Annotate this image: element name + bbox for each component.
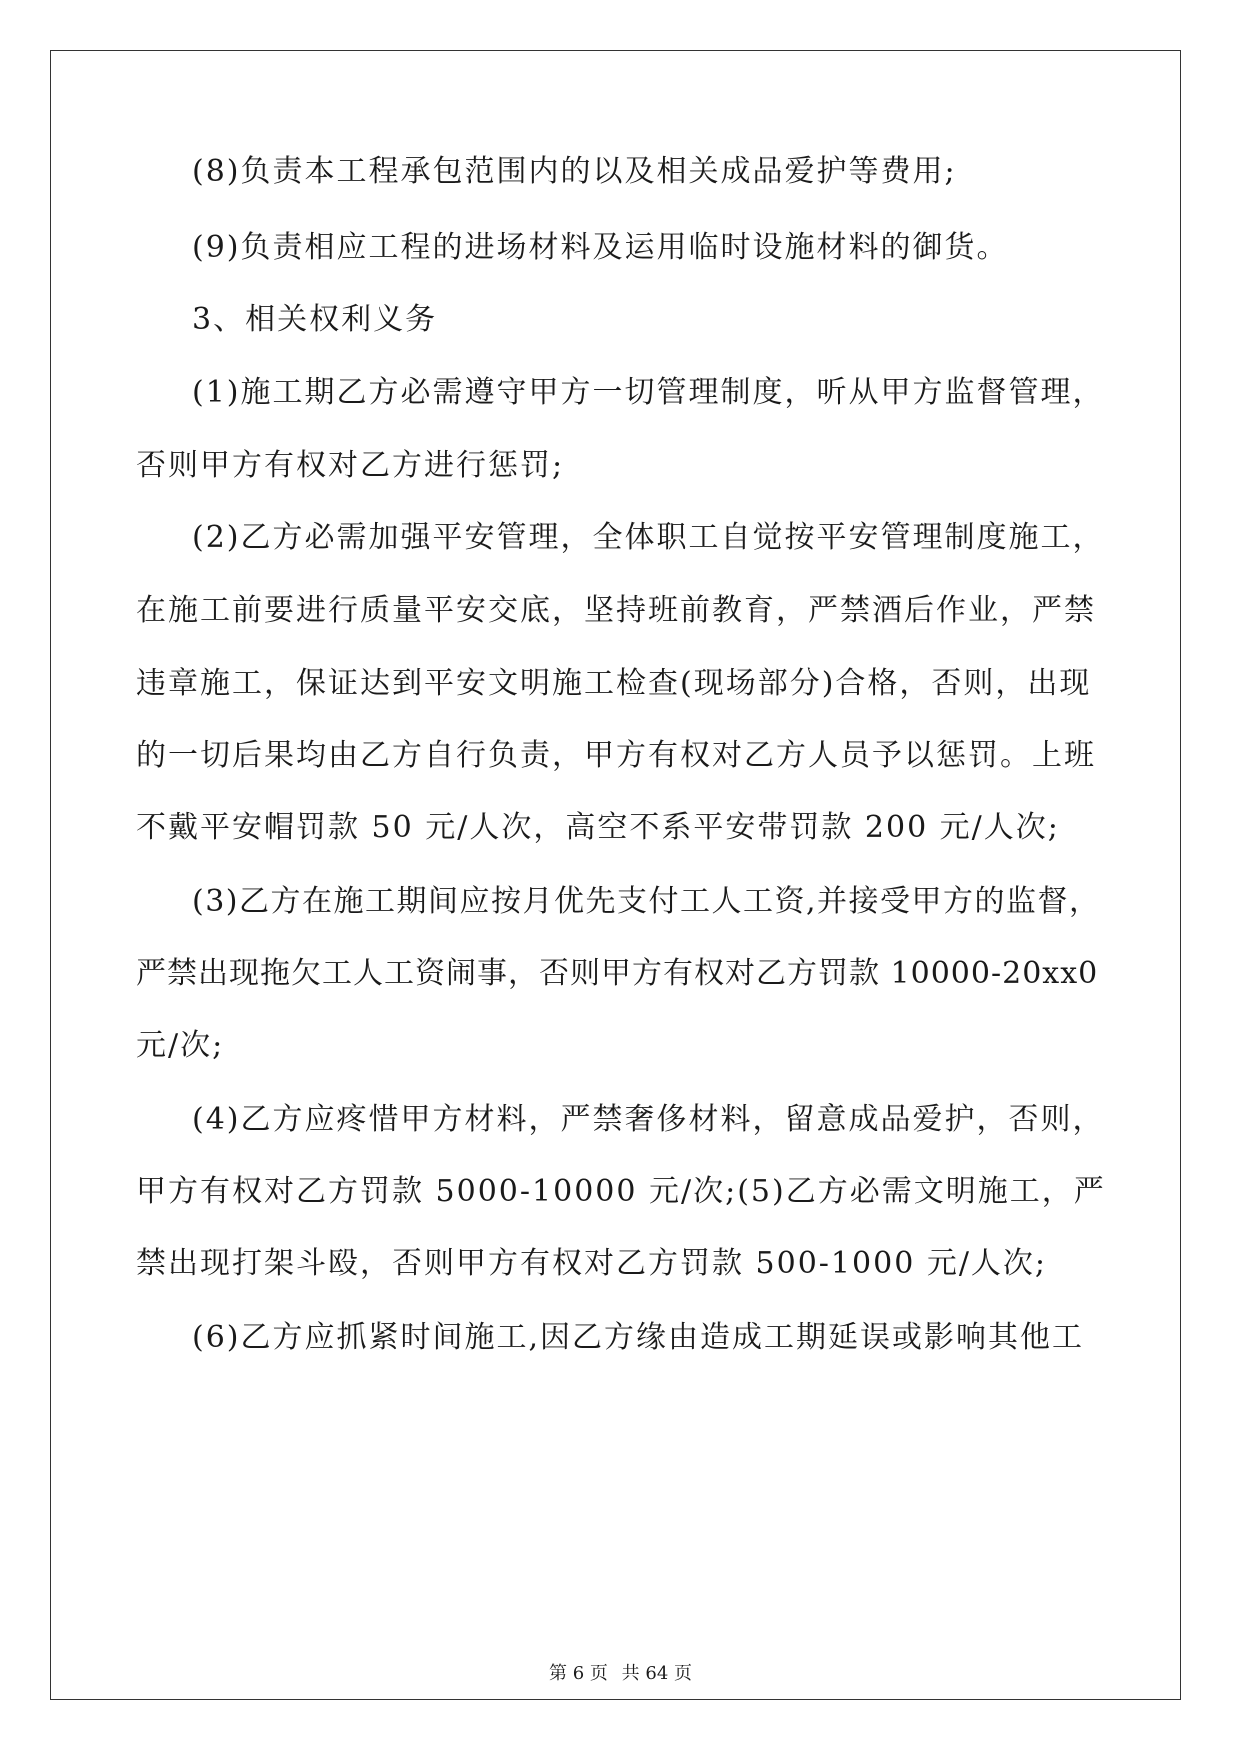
paragraph-item-1: (1)施工期乙方必需遵守甲方一切管理制度，听从甲方监督管理，: [192, 375, 1105, 410]
page-number: 第 6 页: [549, 1663, 608, 1684]
paragraph-line: 元/次;: [136, 1028, 225, 1063]
paragraph-item-2: (2)乙方必需加强平安管理，全体职工自觉按平安管理制度施工，: [192, 520, 1105, 555]
paragraph-item-4: (4)乙方应疼惜甲方材料，严禁奢侈材料，留意成品爱护，否则，: [192, 1102, 1105, 1137]
paragraph-line: 违章施工，保证达到平安文明施工检查(现场部分)合格，否则，出现: [136, 666, 1092, 701]
page-footer: [0, 1662, 1241, 1686]
paragraph-line: 否则甲方有权对乙方进行惩罚;: [136, 448, 565, 483]
paragraph-item-9: (9)负责相应工程的进场材料及运用临时设施材料的御货。: [192, 230, 1009, 265]
section-heading: 3、相关权利义务: [192, 302, 438, 337]
paragraph-line: 在施工前要进行质量平安交底，坚持班前教育，严禁酒后作业，严禁: [136, 593, 1096, 628]
paragraph-line: 严禁出现拖欠工人工资闹事，否则甲方有权对乙方罚款 10000-20xx0: [136, 956, 1099, 991]
paragraph-line: 禁出现打架斗殴，否则甲方有权对乙方罚款 500-1000 元/人次;: [136, 1246, 1048, 1281]
paragraph-line: 不戴平安帽罚款 50 元/人次，高空不系平安带罚款 200 元/人次;: [136, 810, 1060, 845]
paragraph-item-8: (8)负责本工程承包范围内的以及相关成品爱护等费用;: [192, 154, 957, 189]
paragraph-item-3: (3)乙方在施工期间应按月优先支付工人工资,并接受甲方的监督，: [192, 884, 1101, 919]
paragraph-item-6: (6)乙方应抓紧时间施工,因乙方缘由造成工期延误或影响其他工: [192, 1320, 1085, 1355]
paragraph-line: 甲方有权对乙方罚款 5000-10000 元/次;(5)乙方必需文明施工，严: [136, 1174, 1106, 1209]
total-pages: 共 64 页: [621, 1663, 692, 1684]
page-border: [50, 50, 1181, 1700]
paragraph-line: 的一切后果均由乙方自行负责，甲方有权对乙方人员予以惩罚。上班: [136, 738, 1096, 773]
